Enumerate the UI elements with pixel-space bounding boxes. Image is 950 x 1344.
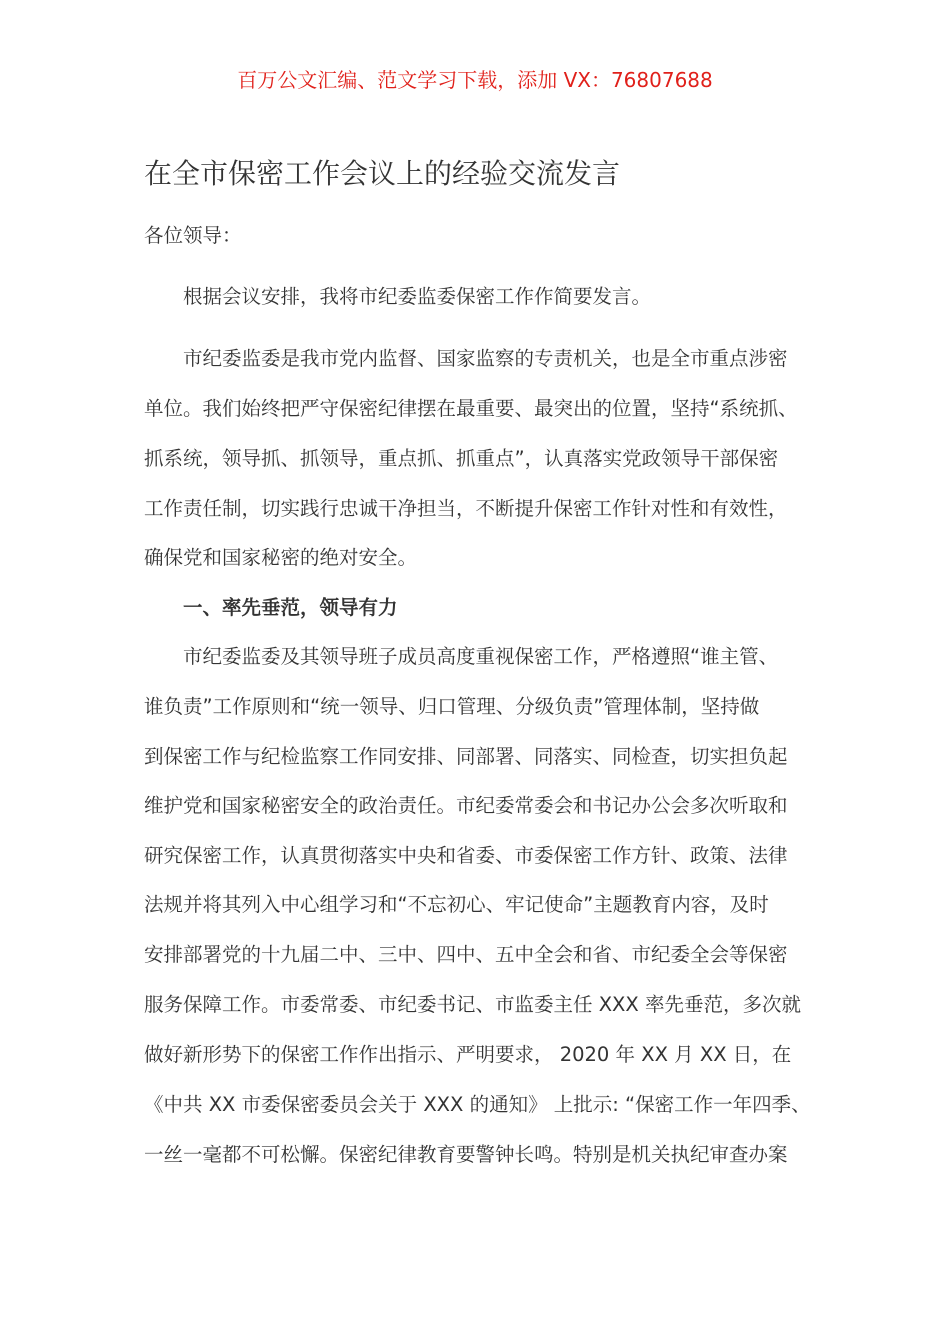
paragraph-line: 一丝一毫都不可松懈。保密纪律教育要警钟长鸣。特别是机关执纪审查办案 bbox=[144, 1143, 788, 1166]
paragraph-line: 《中共 XX 市委保密委员会关于 XXX 的通知》 上批示: “保密工作一年四季、 bbox=[144, 1093, 811, 1116]
paragraph-line: 法规并将其列入中心组学习和“不忘初心、牢记使命”主题教育内容，及时 bbox=[144, 893, 769, 916]
section-heading: 一、率先垂范，领导有力 bbox=[144, 596, 398, 619]
document-title: 在全市保密工作会议上的经验交流发言 bbox=[144, 157, 621, 190]
paragraph-line: 到保密工作与纪检监察工作同安排、同部署、同落实、同检查，切实担负起 bbox=[144, 745, 788, 768]
paragraph-line: 根据会议安排，我将市纪委监委保密工作作简要发言。 bbox=[144, 285, 652, 308]
header-banner: 百万公文汇编、范文学习下载，添加 VX：76807688 bbox=[237, 68, 713, 92]
paragraph-line: 谁负责”工作原则和“统一领导、归口管理、分级负责”管理体制，坚持做 bbox=[144, 695, 760, 718]
paragraph-line: 抓系统，领导抓、抓领导，重点抓、抓重点”，认真落实党政领导干部保密 bbox=[144, 447, 779, 470]
paragraph-line: 市纪委监委是我市党内监督、国家监察的专责机关，也是全市重点涉密 bbox=[144, 347, 788, 370]
paragraph-line: 做好新形势下的保密工作作出指示、严明要求， 2020 年 XX 月 XX 日，在 bbox=[144, 1043, 792, 1066]
paragraph-line: 研究保密工作，认真贯彻落实中央和省委、市委保密工作方针、政策、法律 bbox=[144, 844, 788, 867]
paragraph-line: 维护党和国家秘密安全的政治责任。市纪委常委会和书记办公会多次听取和 bbox=[144, 794, 788, 817]
salutation: 各位领导： bbox=[144, 224, 242, 247]
paragraph-line: 服务保障工作。市委常委、市纪委书记、市监委主任 XXX 率先垂范，多次就 bbox=[144, 993, 801, 1016]
paragraph-line: 单位。我们始终把严守保密纪律摆在最重要、最突出的位置，坚持“系统抓、 bbox=[144, 397, 798, 420]
paragraph-line: 确保党和国家秘密的绝对安全。 bbox=[144, 546, 418, 569]
paragraph-line: 市纪委监委及其领导班子成员高度重视保密工作，严格遵照“谁主管、 bbox=[144, 645, 779, 668]
paragraph-line: 工作责任制，切实践行忠诚干净担当，不断提升保密工作针对性和有效性， bbox=[144, 497, 788, 520]
paragraph-line: 安排部署党的十九届二中、三中、四中、五中全会和省、市纪委全会等保密 bbox=[144, 943, 788, 966]
